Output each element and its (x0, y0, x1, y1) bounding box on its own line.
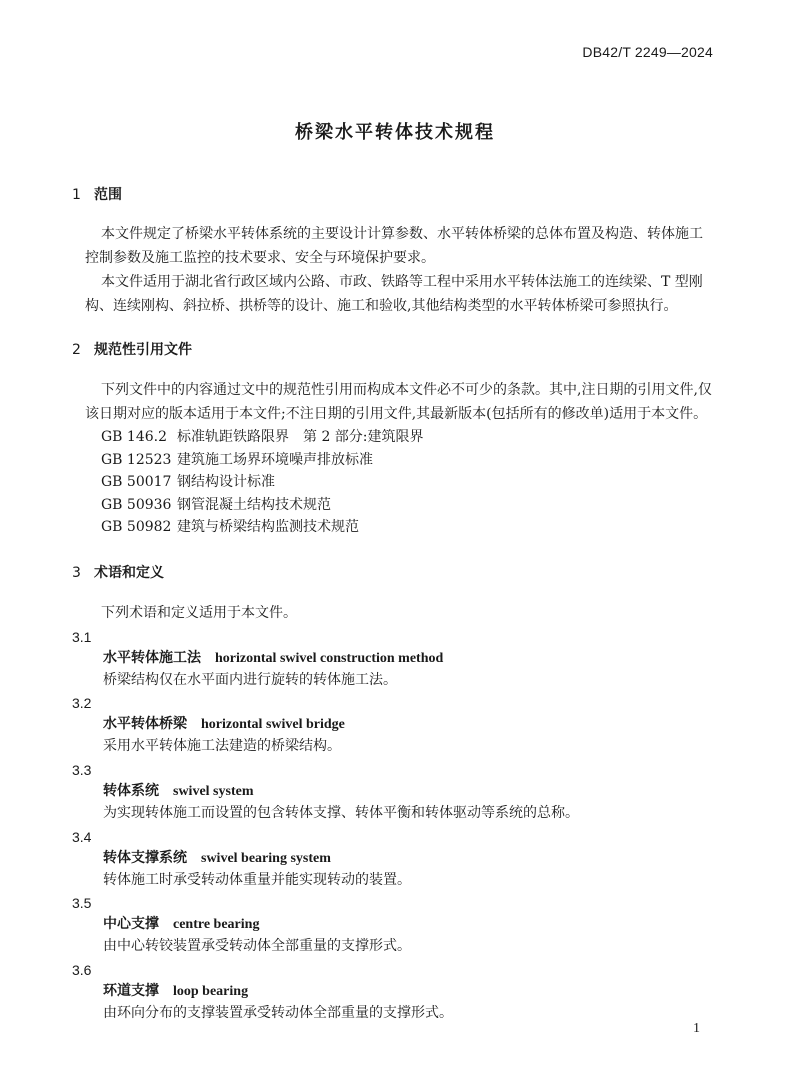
term-definition: 由中心转铰装置承受转动体全部重量的支撑形式。 (103, 938, 411, 954)
term-entry (72, 627, 443, 691)
section-number: 2 (72, 342, 81, 358)
normative-line1: 下列文件中的内容通过文中的规范性引用而构成本文件必不可少的条款。其中,注日期的引用文件,仅 (101, 382, 712, 398)
section-heading-scope (72, 184, 122, 204)
page-number: 1 (693, 1021, 700, 1036)
term-number: 3.1 (72, 629, 92, 645)
term-title: 转体支撑系统 swivel bearing system (103, 850, 331, 866)
reference-list (101, 426, 424, 539)
term-entry (72, 960, 453, 1024)
reference-item: GB 50982 建筑与桥梁结构监测技术规范 (101, 519, 359, 535)
term-definition: 为实现转体施工而设置的包含转体支撑、转体平衡和转体驱动等系统的总称。 (103, 805, 579, 821)
term-entry (72, 693, 345, 757)
term-entry (72, 827, 411, 891)
section-number: 3 (72, 565, 81, 581)
reference-item: GB 50017 钢结构设计标准 (101, 474, 275, 490)
term-definition: 转体施工时承受转动体重量并能实现转动的装置。 (103, 872, 411, 888)
section-title: 范围 (94, 187, 122, 203)
term-definition: 采用水平转体施工法建造的桥梁结构。 (103, 738, 341, 754)
term-title: 水平转体施工法 horizontal swivel construction method (103, 650, 444, 666)
term-definition: 由环向分布的支撑装置承受转动体全部重量的支撑形式。 (103, 1005, 453, 1021)
section-heading-terms (72, 562, 164, 582)
scope-p2-line2: 构、连续刚构、斜拉桥、拱桥等的设计、施工和验收,其他结构类型的水平转体桥梁可参照执行。 (85, 298, 678, 314)
term-entry (72, 893, 411, 957)
section-heading-normative (72, 339, 192, 359)
term-title: 中心支撑 centre bearing (103, 916, 260, 932)
scope-paragraphs (85, 222, 725, 318)
term-number: 3.6 (72, 962, 92, 978)
term-entry (72, 760, 579, 824)
document-code: DB42/T 2249—2024 (582, 44, 713, 60)
term-title: 环道支撑 loop bearing (103, 983, 249, 999)
reference-item: GB 146.2 标准轨距铁路限界 第 2 部分:建筑限界 (101, 429, 424, 445)
term-title: 水平转体桥梁 horizontal swivel bridge (103, 716, 345, 732)
scope-p1-line1: 本文件规定了桥梁水平转体系统的主要设计计算参数、水平转体桥梁的总体布置及构造、转体施工 (101, 226, 703, 242)
term-number: 3.4 (72, 829, 92, 845)
term-number: 3.5 (72, 895, 92, 911)
section-title: 术语和定义 (94, 565, 164, 581)
terms-intro: 下列术语和定义适用于本文件。 (101, 605, 297, 621)
scope-p1-line2: 控制参数及施工监控的技术要求、安全与环境保护要求。 (85, 250, 435, 266)
term-number: 3.3 (72, 762, 92, 778)
term-title: 转体系统 swivel system (103, 783, 254, 799)
page-title: 桥梁水平转体技术规程 (295, 122, 495, 143)
term-number: 3.2 (72, 695, 92, 711)
scope-p2-line1: 本文件适用于湖北省行政区域内公路、市政、铁路等工程中采用水平转体法施工的连续梁、T 型刚 (101, 274, 703, 290)
term-definition: 桥梁结构仅在水平面内进行旋转的转体施工法。 (103, 672, 397, 688)
reference-item: GB 50936 钢管混凝土结构技术规范 (101, 496, 331, 513)
section-number: 1 (72, 187, 81, 203)
section-title: 规范性引用文件 (94, 342, 192, 358)
normative-line2: 该日期对应的版本适用于本文件;不注日期的引用文件,其最新版本(包括所有的修改单)适用于本文件。 (85, 406, 708, 422)
normative-paragraph (85, 378, 725, 426)
reference-item: GB 12523 建筑施工场界环境噪声排放标准 (101, 451, 373, 468)
